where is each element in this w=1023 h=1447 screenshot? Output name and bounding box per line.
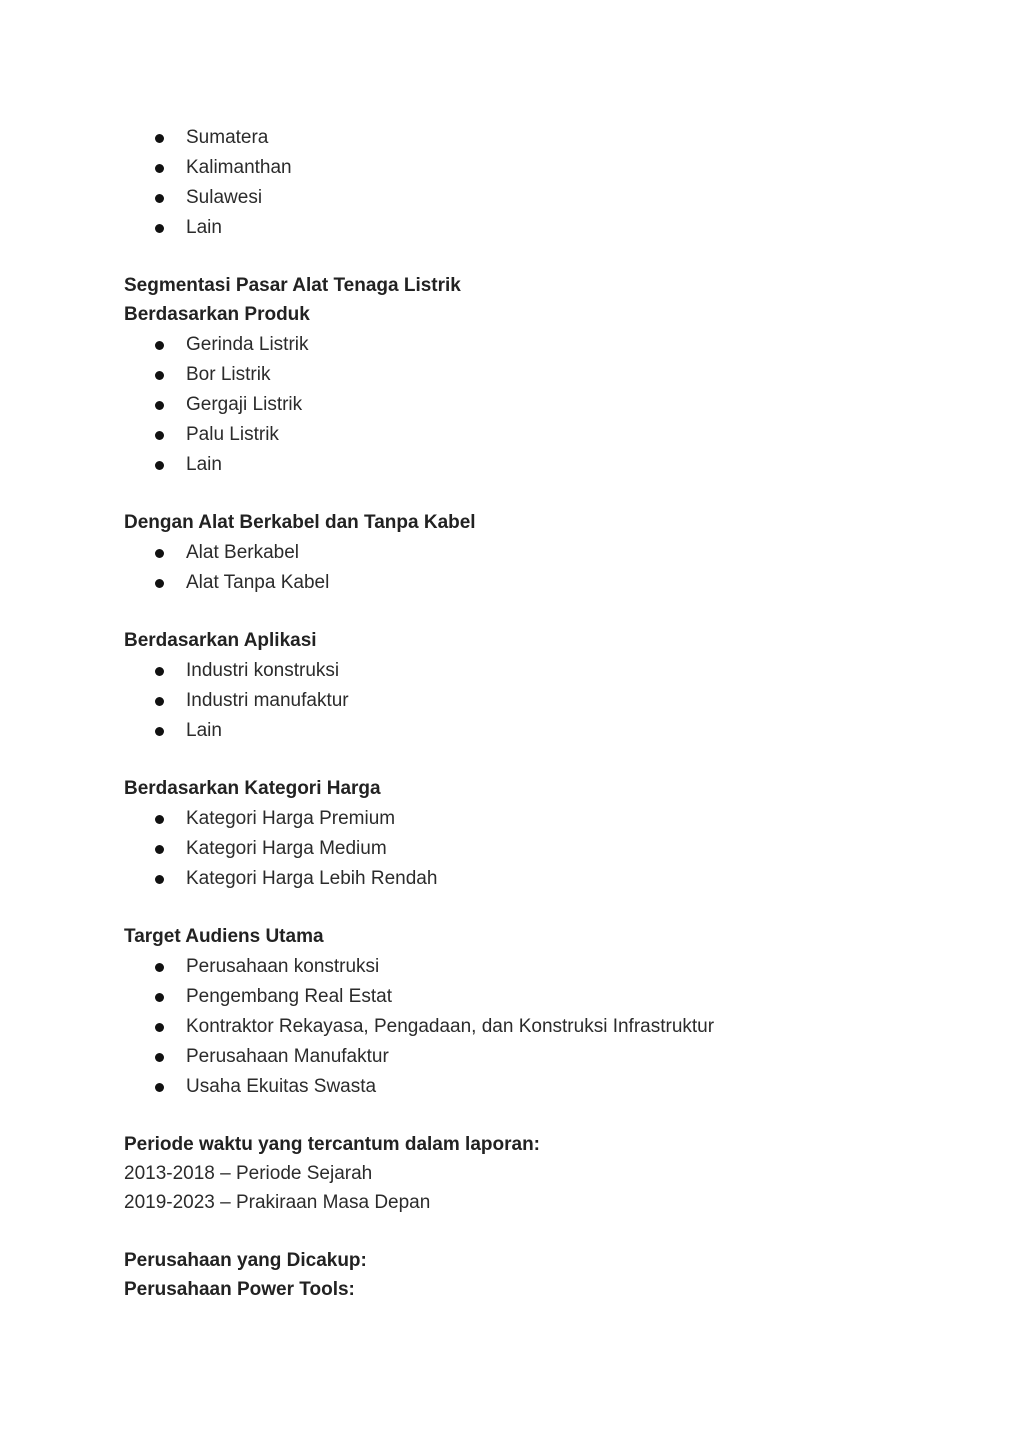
bullet-icon	[155, 1053, 164, 1062]
price-heading: Berdasarkan Kategori Harga	[124, 778, 381, 799]
bullet-icon	[155, 134, 164, 143]
bullet-icon	[155, 371, 164, 380]
application-heading: Berdasarkan Aplikasi	[124, 630, 317, 651]
bullet-icon	[155, 963, 164, 972]
bullet-icon	[155, 461, 164, 470]
bullet-icon	[155, 431, 164, 440]
bullet-icon	[155, 579, 164, 588]
bullet-icon	[155, 164, 164, 173]
product-heading: Berdasarkan Produk	[124, 304, 310, 325]
companies-subheading: Perusahaan Power Tools:	[124, 1279, 355, 1300]
bullet-icon	[155, 845, 164, 854]
bullet-icon	[155, 401, 164, 410]
bullet-icon	[155, 549, 164, 558]
segmentation-title: Segmentasi Pasar Alat Tenaga Listrik	[124, 275, 461, 296]
period-historical: 2013-2018 – Periode Sejarah	[124, 1163, 373, 1184]
cord-heading: Dengan Alat Berkabel dan Tanpa Kabel	[124, 512, 476, 533]
bullet-icon	[155, 727, 164, 736]
bullet-icon	[155, 875, 164, 884]
bullet-icon	[155, 194, 164, 203]
bullet-icon	[155, 815, 164, 824]
bullet-icon	[155, 697, 164, 706]
period-heading: Periode waktu yang tercantum dalam laporan:	[124, 1134, 540, 1155]
period-forecast: 2019-2023 – Prakiraan Masa Depan	[124, 1192, 431, 1213]
bullet-icon	[155, 1023, 164, 1032]
bullet-icon	[155, 1083, 164, 1092]
bullet-icon	[155, 224, 164, 233]
audience-heading: Target Audiens Utama	[124, 926, 324, 947]
companies-heading: Perusahaan yang Dicakup:	[124, 1250, 367, 1271]
document-page: Sumatera Kalimanthan Sulawesi Lain Segmentasi Pasar Alat Tenaga Listrik Berdasarkan Produk Gerinda Listrik Bor Listrik Gergaji Listrik Palu Listrik Lain Dengan Alat Berkabel dan Tanpa Kabel Alat Berkabel Alat Tanpa Kabel Berdasarkan Aplikasi Industri konstruksi Industri manufaktur Lain Berdasarkan Kategori Harga Kategori Harga Premium Kategori Harga Medium Kategori Harga Lebih Rendah Target Audiens Utama Perusahaan konstruksi Pengembang Real Estat Kontraktor Rekayasa, Pengadaan, dan Konstruksi Infrastruktur Perusahaan Manufaktur Usaha Ekuitas Swasta Periode waktu yang tercantum dalam laporan: 2013-2018 – Periode Sejarah 2019-2023 – Prakiraan Masa Depan Perusahaan yang Dicakup: Perusahaan Power Tools:	[0, 0, 1023, 1447]
bullet-icon	[155, 667, 164, 676]
bullet-icon	[155, 993, 164, 1002]
bullet-icon	[155, 341, 164, 350]
